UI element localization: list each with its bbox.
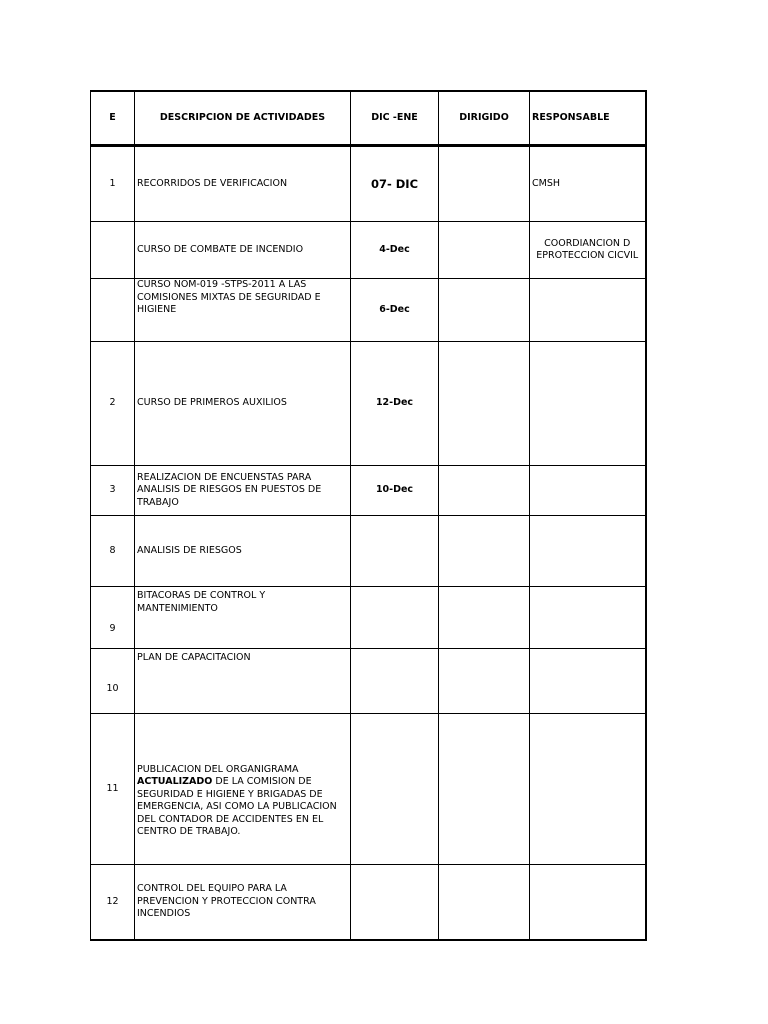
row-description: ANALISIS DE RIESGOS — [135, 516, 351, 587]
row-responsable — [530, 714, 646, 865]
header-e: E — [91, 91, 135, 146]
table-header — [91, 91, 646, 146]
row-number: 11 — [91, 714, 135, 865]
table-row — [91, 714, 646, 865]
row-responsable — [530, 279, 646, 342]
row-description: BITACORAS DE CONTROL Y MANTENIMIENTO — [135, 587, 351, 649]
description-text-start: PUBLICACION DEL ORGANIGRAMA — [137, 763, 299, 775]
row-dirigido — [439, 516, 530, 587]
row-description: CURSO DE PRIMEROS AUXILIOS — [135, 342, 351, 466]
row-responsable — [530, 466, 646, 516]
row-number — [91, 279, 135, 342]
row-date: 07- DIC — [351, 146, 439, 222]
row-dirigido — [439, 587, 530, 649]
row-responsable — [530, 516, 646, 587]
row-date: 12-Dec — [351, 342, 439, 466]
row-description — [135, 714, 351, 865]
header-fecha: DIC -ENE — [351, 91, 439, 146]
row-description: RECORRIDOS DE VERIFICACION — [135, 146, 351, 222]
row-number: 2 — [91, 342, 135, 466]
row-date — [351, 714, 439, 865]
header-dirigido: DIRIGIDO — [439, 91, 530, 146]
row-number: 10 — [91, 649, 135, 714]
table-row — [91, 222, 646, 279]
row-number: 12 — [91, 865, 135, 940]
header-descripcion: DESCRIPCION DE ACTIVIDADES — [135, 91, 351, 146]
table-row — [91, 587, 646, 649]
activities-table — [90, 90, 647, 941]
row-number: 9 — [91, 587, 135, 649]
row-responsable — [530, 587, 646, 649]
row-description: REALIZACION DE ENCUENSTAS PARA ANALISIS DE RIESGOS EN PUESTOS DE TRABAJO — [135, 466, 351, 516]
table-row — [91, 516, 646, 587]
row-dirigido — [439, 649, 530, 714]
row-dirigido — [439, 146, 530, 222]
row-dirigido — [439, 865, 530, 940]
row-date — [351, 865, 439, 940]
row-date: 10-Dec — [351, 466, 439, 516]
row-dirigido — [439, 342, 530, 466]
row-number: 8 — [91, 516, 135, 587]
table-row — [91, 649, 646, 714]
row-dirigido — [439, 279, 530, 342]
row-responsable — [530, 649, 646, 714]
table-row — [91, 466, 646, 516]
table-row — [91, 146, 646, 222]
row-number: 3 — [91, 466, 135, 516]
row-date: 4-Dec — [351, 222, 439, 279]
row-date: 6-Dec — [351, 279, 439, 342]
row-dirigido — [439, 222, 530, 279]
row-dirigido — [439, 714, 530, 865]
row-date — [351, 587, 439, 649]
row-description: PLAN DE CAPACITACION — [135, 649, 351, 714]
row-responsable: CMSH — [530, 146, 646, 222]
row-date — [351, 649, 439, 714]
row-description: CURSO NOM-019 -STPS-2011 A LAS COMISIONES MIXTAS DE SEGURIDAD E HIGIENE — [135, 279, 351, 342]
row-responsable — [530, 865, 646, 940]
description-bold-text: ACTUALIZADO — [137, 776, 213, 787]
table-row — [91, 279, 646, 342]
row-dirigido — [439, 466, 530, 516]
row-description: CONTROL DEL EQUIPO PARA LA PREVENCION Y PROTECCION CONTRA INCENDIOS — [135, 865, 351, 940]
row-number — [91, 222, 135, 279]
row-description: CURSO DE COMBATE DE INCENDIO — [135, 222, 351, 279]
header-responsable: RESPONSABLE — [530, 91, 646, 146]
row-date — [351, 516, 439, 587]
row-responsable: COORDIANCION D EPROTECCION CICVIL — [530, 222, 646, 279]
table-row — [91, 865, 646, 940]
description-text-end: DE LA COMISION DE SEGURIDAD E HIGIENE Y BRIGADAS DE EMERGENCIA, ASI COMO LA PUBLICACION DEL CONTADOR DE ACCIDENTES EN EL CENTRO DE TRABAJO. — [137, 776, 337, 837]
row-number: 1 — [91, 146, 135, 222]
row-responsable — [530, 342, 646, 466]
table-row — [91, 342, 646, 466]
